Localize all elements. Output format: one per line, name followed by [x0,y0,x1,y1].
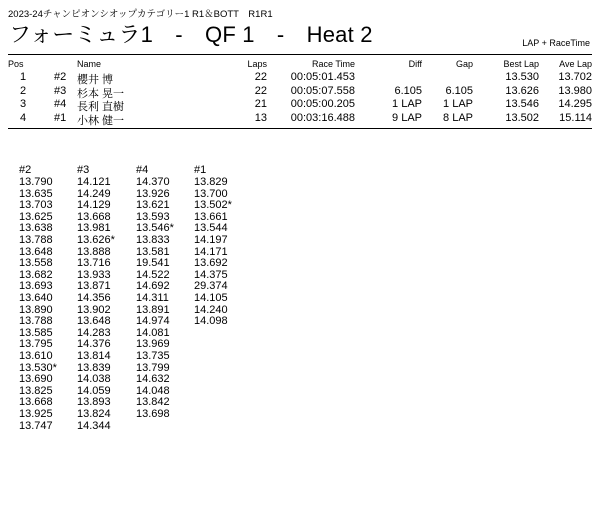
lap-column [77,165,139,432]
cell-best-lap: 13.546 [505,98,539,110]
lap-time: 13.833 [136,234,170,247]
lap-column [136,165,198,421]
lap-time: 13.824 [77,407,111,420]
cell-laps: 22 [254,71,267,83]
cell-driver-name: 杉本 晃一 [77,87,125,100]
col-name-header: Name [77,59,102,69]
cell-diff: 6.105 [394,84,422,97]
cell-ave-lap: 15.114 [559,111,592,124]
lap-time: 14.038 [77,373,111,386]
lap-column [19,165,81,432]
cell-race-time: 00:05:01.453 [290,71,355,83]
cell-pos: 4 [19,111,27,124]
lap-time: 13.581 [136,245,170,258]
col-gap-header: Gap [455,59,473,69]
lap-time: 13.502* [194,199,232,212]
col-diff-header: Diff [408,59,422,69]
lap-time: 13.621 [136,199,170,212]
lap-time: 13.902 [77,303,111,316]
lap-time: 14.197 [194,234,228,247]
lap-column-driver: #2 [19,164,32,176]
lap-time: 13.668 [77,210,111,223]
lap-time: 13.648 [77,315,111,328]
cell-pos: 3 [19,98,27,110]
lap-time: 13.814 [77,350,111,362]
lap-time: 13.871 [77,280,111,293]
lap-time: 13.788 [19,315,53,328]
lap-time: 13.682 [19,268,53,281]
lap-time: 13.640 [19,292,53,305]
cell-pos: 2 [19,84,27,97]
cell-best-lap: 13.626 [505,84,539,97]
lap-time: 13.799 [136,361,170,374]
cell-diff: 1 LAP [392,98,422,110]
lap-time: 13.690 [19,373,53,386]
lap-time: 14.344 [77,419,111,432]
lap-time: 14.129 [77,199,111,212]
lap-time: 13.842 [136,396,170,409]
col-best-lap-header: Best Lap [503,59,539,69]
lap-time: 13.703 [19,199,53,212]
col-race-time-header: Race Time [311,59,355,69]
lap-time: 14.356 [77,292,111,305]
cell-laps: 13 [254,111,267,124]
cell-gap: 1 LAP [443,98,473,110]
page-title: フォーミュラ1 - QF 1 - Heat 2 [9,22,373,47]
lap-time: 13.692 [194,257,228,270]
lap-time: 14.098 [194,315,228,328]
lap-time: 13.626* [77,234,115,247]
lap-time: 14.121 [77,176,111,189]
cell-race-time: 00:05:00.205 [290,98,355,110]
lap-time: 13.558 [19,257,53,270]
results-row [8,71,592,85]
lap-time: 14.105 [194,292,228,305]
lap-time: 13.981 [77,222,111,235]
lap-time: 13.788 [19,234,53,247]
cell-ave-lap: 13.980 [558,84,592,97]
lap-time: 13.888 [77,245,111,258]
lap-time: 13.829 [194,176,228,189]
cell-best-lap: 13.530 [505,71,539,83]
cell-race-time: 00:03:16.488 [290,111,355,124]
lap-column-driver: #3 [77,164,90,176]
lap-time: 13.530* [19,361,57,374]
results-row [8,112,592,126]
lap-time: 13.693 [19,280,53,293]
lap-time: 13.638 [19,222,53,235]
cell-driver-name: 櫻井 博 [77,74,114,86]
cell-gap: 8 LAP [443,111,473,124]
cell-car-number: #2 [54,71,67,83]
cell-ave-lap: 14.295 [558,98,592,110]
cell-pos: 1 [19,71,27,83]
lap-time: 13.625 [19,210,53,223]
lap-time: 13.969 [136,338,170,351]
lap-time: 14.376 [77,338,111,351]
lap-time: 13.700 [194,187,228,200]
lap-time: 13.585 [19,326,53,339]
lap-time: 19.541 [136,257,170,270]
results-row [8,98,592,112]
lap-time: 13.668 [19,396,53,409]
lap-time: 29.374 [194,280,228,293]
cell-laps: 22 [254,84,267,97]
cell-laps: 21 [254,98,267,110]
lap-time: 14.522 [136,268,170,281]
cell-ave-lap: 13.702 [558,71,592,83]
lap-time: 13.544 [194,222,228,235]
lap-column [194,165,256,328]
lap-time: 13.593 [136,210,170,223]
lap-time: 13.546* [136,222,174,235]
lap-time: 13.747 [19,419,53,432]
results-row [8,85,592,99]
cell-gap: 6.105 [445,84,473,97]
results-header-row [8,59,592,71]
col-laps-header: Laps [247,59,267,69]
lap-time: 14.370 [136,176,170,189]
lap-column-driver: #4 [136,164,149,176]
lap-time: 13.926 [136,187,170,200]
lap-time: 13.925 [19,407,53,420]
lap-time: 14.059 [77,384,111,397]
lap-time: 14.249 [77,187,111,200]
lap-time: 14.081 [136,326,170,339]
lap-time: 14.692 [136,280,170,293]
lap-time: 14.240 [194,303,228,316]
lap-time: 13.825 [19,384,53,397]
results-table [8,59,592,125]
report-mode-label: LAP + RaceTime [522,38,590,48]
lap-time: 13.635 [19,187,53,200]
lap-time: 14.048 [136,384,170,397]
cell-race-time: 00:05:07.558 [290,84,355,97]
lap-time: 13.795 [19,338,53,351]
cell-diff: 9 LAP [392,111,422,124]
lap-time: 13.893 [77,396,111,409]
lap-time: 14.311 [136,292,169,305]
cell-driver-name: 長利 直樹 [77,101,125,113]
lap-time: 13.735 [136,350,170,362]
lap-time: 13.839 [77,361,111,374]
lap-time: 13.790 [19,176,53,189]
cell-best-lap: 13.502 [505,111,539,124]
cell-car-number: #1 [54,111,67,124]
lap-time: 14.974 [136,315,170,328]
divider-top [8,54,592,55]
cell-driver-name: 小林 健一 [77,114,125,127]
lap-time: 14.375 [194,268,228,281]
event-subtitle: 2023-24チャンピオンシオップカテゴリー1 R1＆BOTT R1R1 [8,9,273,20]
cell-car-number: #4 [54,98,67,110]
lap-time: 13.716 [77,257,111,270]
lap-time: 13.933 [77,268,111,281]
lap-time: 14.171 [194,245,228,258]
col-pos-header: Pos [8,59,24,69]
lap-time: 13.698 [136,407,170,420]
lap-time: 13.648 [19,245,53,258]
lap-time: 14.632 [136,373,170,386]
cell-car-number: #3 [54,84,67,97]
lap-time: 13.661 [194,210,228,223]
lap-time: 13.610 [19,350,53,362]
lap-time: 14.283 [77,326,111,339]
divider-bottom [8,128,592,129]
lap-column-driver: #1 [194,164,207,176]
lap-time: 13.890 [19,303,53,316]
col-ave-lap-header: Ave Lap [559,59,592,69]
lap-time: 13.891 [136,303,170,316]
